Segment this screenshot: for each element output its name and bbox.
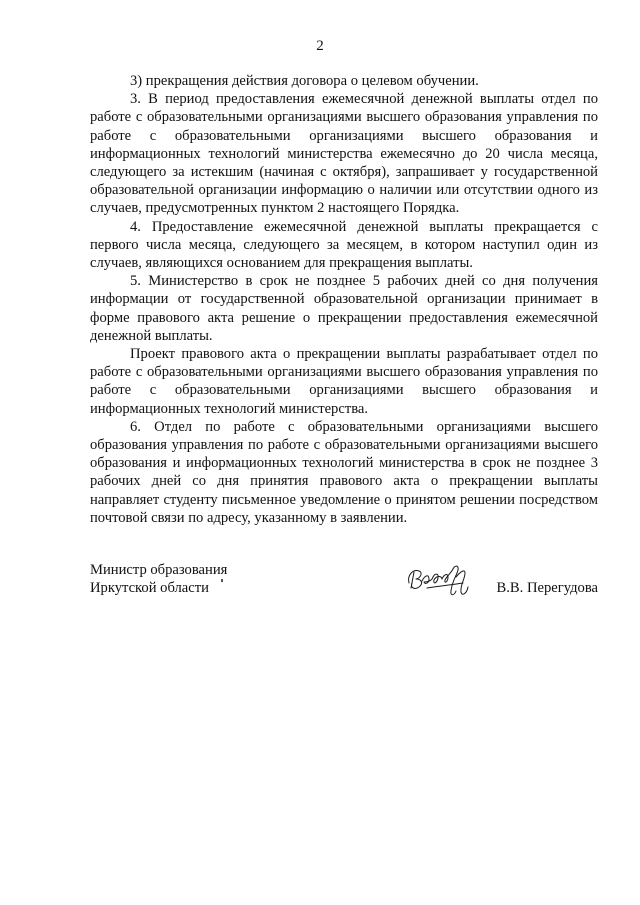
handwritten-signature-icon	[405, 561, 485, 599]
paragraph-5-draft: Проект правового акта о прекращении выплаты разрабатывает отдел по работе с образовательными организациями высшего образования управления по работе с образовательными организациями высшего образования и информационных технологий министерства.	[90, 346, 598, 417]
signer-position-line-2: Иркутской области	[90, 580, 209, 597]
paragraph-5: 5. Министерство в срок не позднее 5 рабочих дней со дня получения информации от государственной образовательной организации принимает в форме правового акта решение о прекращении предоставления ежемесячной денежной выплаты.	[90, 273, 598, 344]
signer-position-line-1: Министр образования	[90, 562, 228, 578]
signer-position	[90, 561, 227, 597]
paragraph-4: 4. Предоставление ежемесячной денежной выплаты прекращается с первого числа месяца, следующего за месяцем, в котором наступил один из случаев, являющихся основанием для прекращения выплаты.	[90, 218, 598, 272]
document-body	[90, 72, 598, 527]
paragraph-6: 6. Отдел по работе с образовательными организациями высшего образования управления по работе с образовательными организациями высшего образования и информационных технологий министерства в срок не позднее 3 рабочих дней со дня принятия правового акта о прекращении выплаты направляет студенту письменное уведомление о принятом решении посредством почтовой связи по адресу, указанному в заявлении.	[90, 418, 598, 526]
paragraph-item-3-clause: 3) прекращения действия договора о целевом обучении.	[130, 73, 479, 89]
page-number: 2	[316, 38, 324, 54]
signature-block	[90, 561, 598, 611]
scan-speck	[221, 579, 223, 582]
signer-name: В.В. Перегудова	[496, 580, 598, 596]
paragraph-3: 3. В период предоставления ежемесячной денежной выплаты отдел по работе с образовательными организациями высшего образования управления по работе с образовательными организациями высшего образования и информационных технологий министерства ежемесячно до 20 числа месяца, следующего за истекшим (начиная с октября), запрашивает у государственной образовательной организации информацию о наличии или отсутствии одного из случаев, предусмотренных пунктом 2 настоящего Порядка.	[90, 91, 598, 217]
